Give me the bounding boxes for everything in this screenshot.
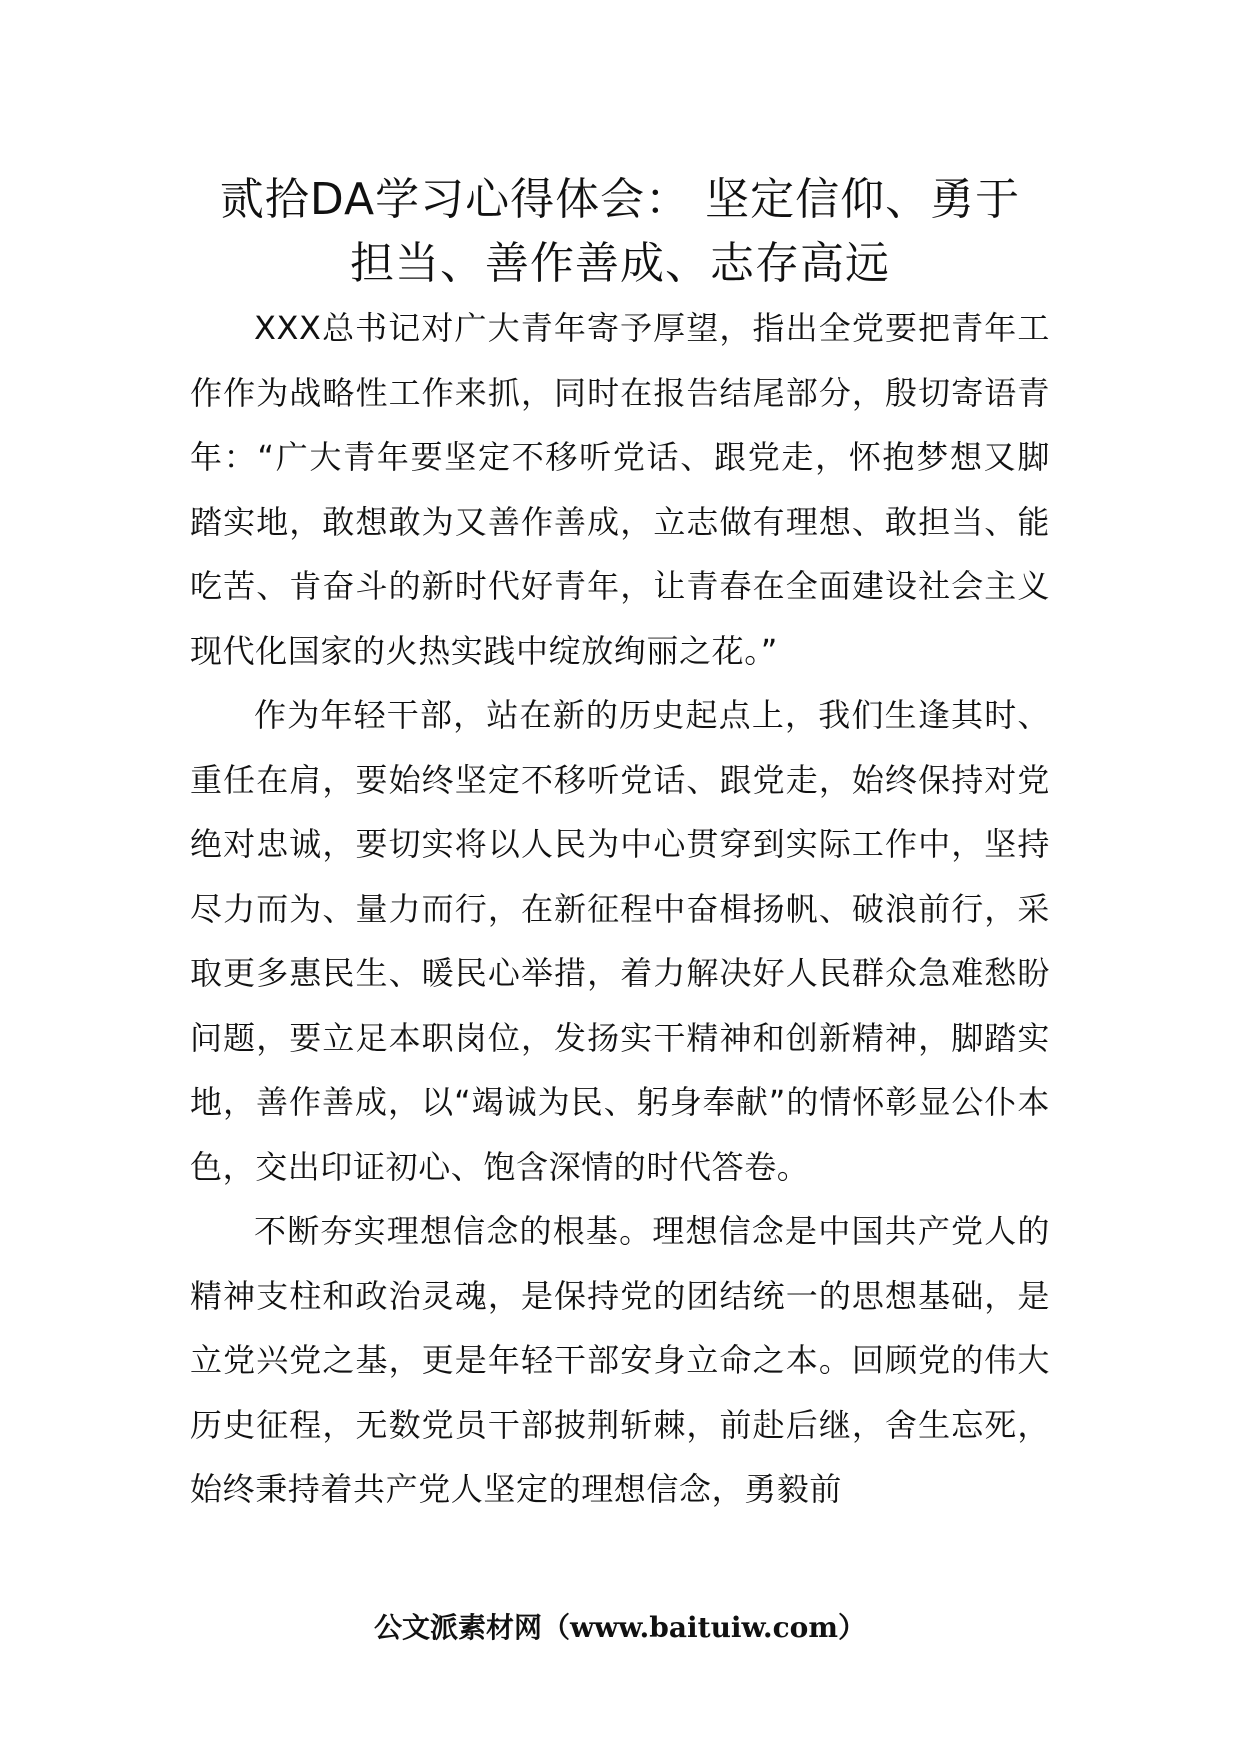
title-line-2: 担当、善作善成、志存高远 — [350, 238, 890, 289]
footer-watermark: 公文派素材网（www.baituiw.com） — [374, 1611, 866, 1644]
paragraph-1: XXX总书记对广大青年寄予厚望，指出全党要把青年工作作为战略性工作来抓，同时在报告结尾部分，殷切寄语青年：“广大青年要坚定不移听党话、跟党走，怀抱梦想又脚踏实地，敢想敢为又善作善成，立志做有理想、敢担当、能吃苦、肯奋斗的新时代好青年，让青春在全面建设社会主义现代化国家的火热实践中绽放绚丽之花。” — [190, 309, 1050, 670]
title-line-1: 贰拾DA学习心得体会： 坚定信仰、勇于 — [219, 174, 1021, 225]
document-body — [190, 296, 1050, 1522]
paragraph-2: 作为年轻干部，站在新的历史起点上，我们生逢其时、重任在肩，要始终坚定不移听党话、跟党走，始终保持对党绝对忠诚，要切实将以人民为中心贯穿到实际工作中，坚持尽力而为、量力而行，在新征程中奋楫扬帆、破浪前行，采取更多惠民生、暖民心举措，着力解决好人民群众急难愁盼问题，要立足本职岗位，发扬实干精神和创新精神，脚踏实地，善作善成，以“竭诚为民、躬身奉献”的情怀彰显公仆本色，交出印证初心、饱含深情的时代答卷。 — [190, 696, 1050, 1186]
paragraph-3: 不断夯实理想信念的根基。理想信念是中国共产党人的精神支柱和政治灵魂，是保持党的团结统一的思想基础，是立党兴党之基，更是年轻干部安身立命之本。回顾党的伟大历史征程，无数党员干部披荆斩棘，前赴后继，舍生忘死，始终秉持着共产党人坚定的理想信念，勇毅前 — [190, 1212, 1050, 1508]
document-title — [150, 168, 1090, 296]
